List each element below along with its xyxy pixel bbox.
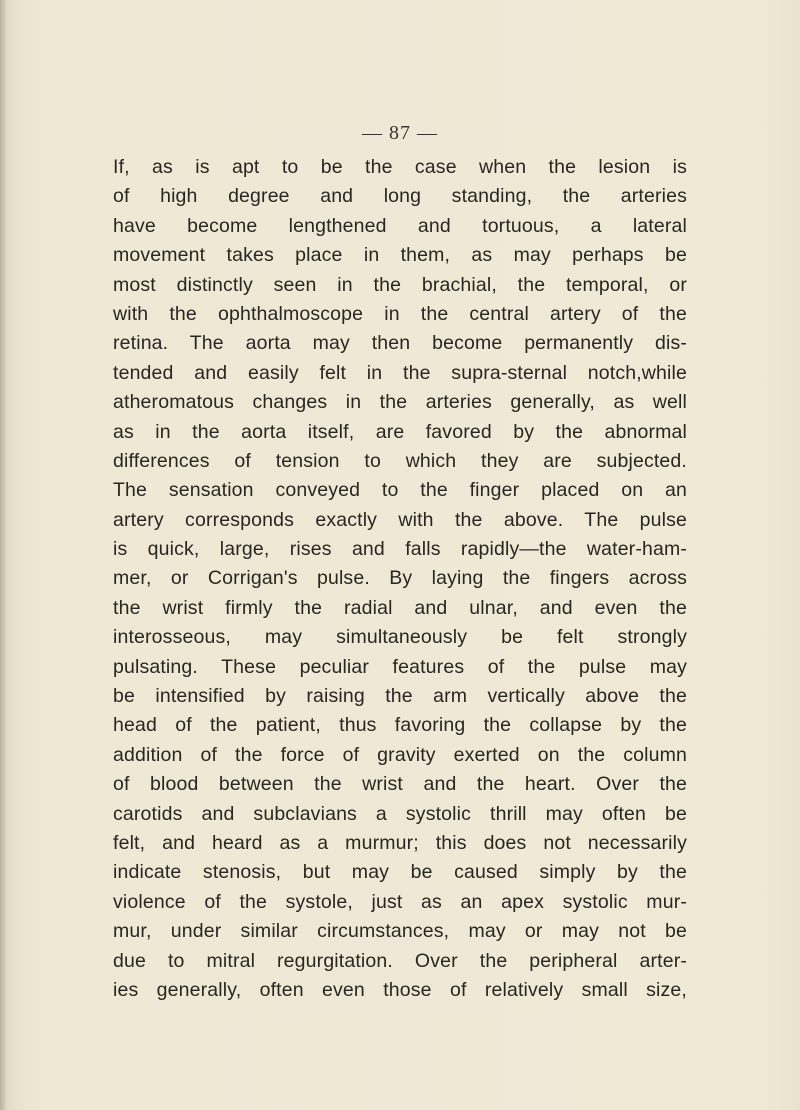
binding-edge [0, 0, 6, 1110]
text-line: head of the patient, thus favoring the collapse by the [113, 714, 687, 737]
text-line: ies generally, often even those of relatively small size, [113, 978, 687, 1001]
text-line: pulsating. These peculiar features of the pulse may [113, 655, 687, 678]
text-line: mer, or Corrigan's pulse. By laying the fingers across [113, 567, 687, 590]
text-line: interosseous, may simultaneously be felt strongly [113, 626, 687, 649]
text-line: If, as is apt to be the case when the lesion is [113, 156, 687, 178]
text-line: the wrist firmly the radial and ulnar, and even the [113, 596, 687, 619]
text-line: most distinctly seen in the brachial, the temporal, or [113, 273, 687, 296]
text-line: of high degree and long standing, the arteries [113, 185, 687, 208]
text-line: tended and easily felt in the supra-sternal notch,while [113, 361, 687, 384]
text-line: felt, and heard as a murmur; this does not necessarily [113, 831, 687, 854]
text-line: indicate stenosis, but may be caused simply by the [113, 861, 687, 884]
text-line: addition of the force of gravity exerted on the column [113, 743, 687, 766]
text-line: be intensified by raising the arm vertically above the [113, 685, 687, 708]
text-line: movement takes place in them, as may perhaps be [113, 244, 687, 267]
page-number: — 87 — [362, 122, 438, 144]
text-line: violence of the systole, just as an apex systolic mur- [113, 890, 687, 913]
text-line: The sensation conveyed to the finger placed on an [113, 479, 687, 502]
text-line: as in the aorta itself, are favored by the abnormal [113, 420, 687, 443]
text-line: of blood between the wrist and the heart. Over the [113, 773, 687, 796]
text-line: retina. The aorta may then become permanently dis- [113, 332, 687, 355]
text-line: is quick, large, rises and falls rapidly—the water-ham- [113, 538, 687, 561]
text-line: carotids and subclavians a systolic thrill may often be [113, 802, 687, 825]
text-line: atheromatous changes in the arteries generally, as well [113, 391, 687, 414]
text-line: due to mitral regurgitation. Over the peripheral arter- [113, 949, 687, 972]
text-line: have become lengthened and tortuous, a lateral [113, 214, 687, 237]
text-line: mur, under similar circumstances, may or may not be [113, 920, 687, 943]
text-line: with the ophthalmoscope in the central artery of the [113, 302, 687, 325]
body-text [113, 153, 687, 1005]
text-line: artery corresponds exactly with the above. The pulse [113, 508, 687, 531]
text-line: differences of tension to which they are subjected. [113, 449, 687, 472]
